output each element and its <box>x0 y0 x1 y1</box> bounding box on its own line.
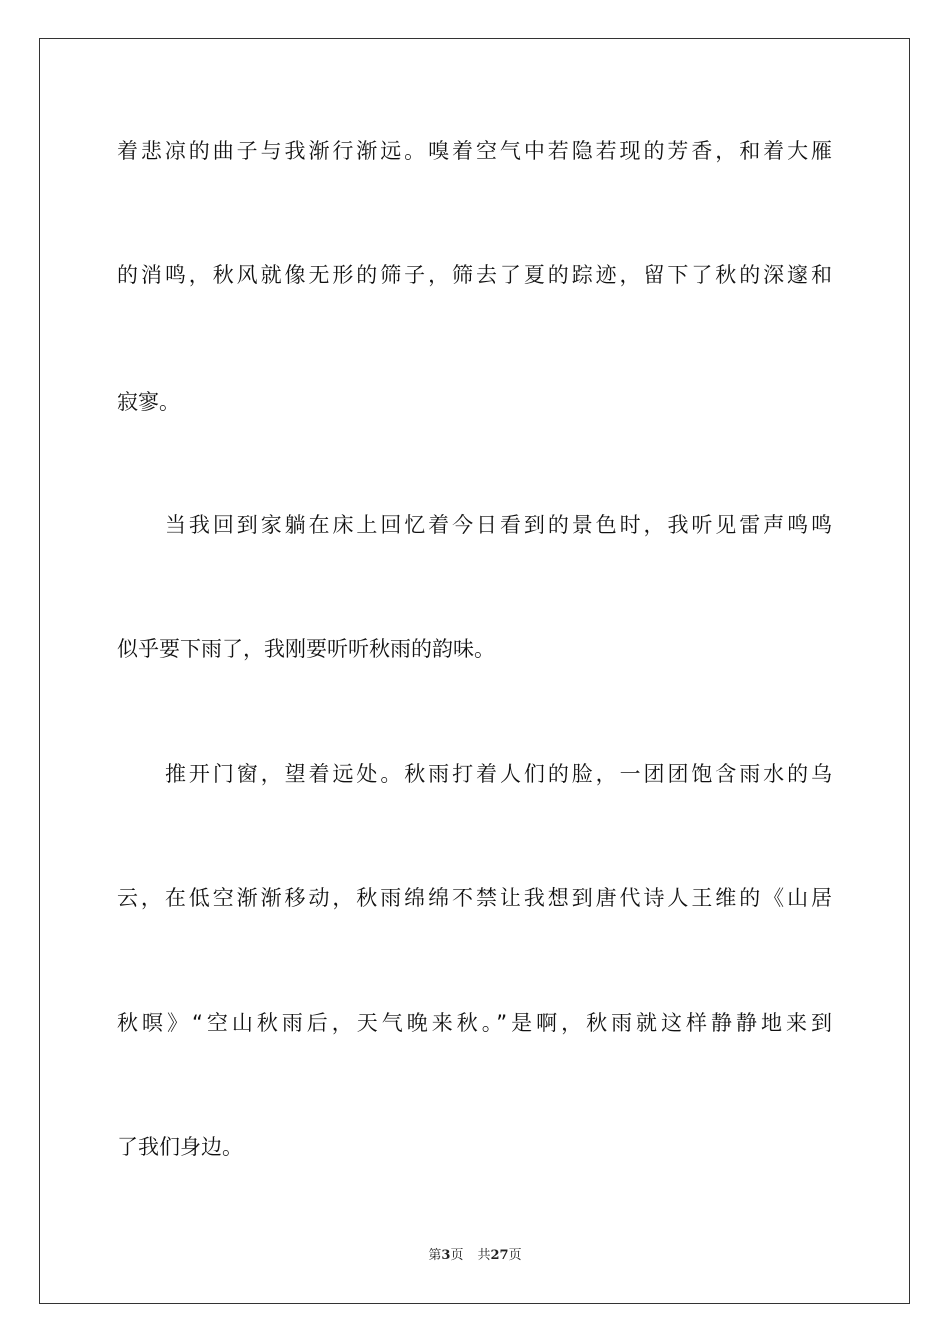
paragraph-line: 推开门窗，望着远处。秋雨打着人们的脸，一团团饱含雨水的乌 <box>165 762 832 786</box>
total-suffix: 页 <box>508 1248 522 1263</box>
paragraph-line: 似乎要下雨了，我刚要听听秋雨的韵味。 <box>117 637 495 661</box>
total-pages: 27 <box>490 1248 509 1263</box>
paragraph-line: 的消鸣，秋风就像无形的筛子，筛去了夏的踪迹，留下了秋的深邃和 <box>117 263 832 287</box>
total-prefix: 共 <box>477 1248 491 1263</box>
page-prefix: 第 <box>428 1248 442 1263</box>
paragraph-line: 了我们身边。 <box>117 1135 243 1159</box>
page-footer <box>0 1247 950 1265</box>
paragraph-line: 云，在低空渐渐移动，秋雨绵绵不禁让我想到唐代诗人王维的《山居 <box>117 886 832 910</box>
paragraph-line: 寂寥。 <box>117 390 180 414</box>
page-number: 3 <box>441 1248 451 1263</box>
paragraph-line: 着悲凉的曲子与我渐行渐远。嗅着空气中若隐若现的芳香，和着大雁 <box>117 139 832 163</box>
page-border <box>39 38 910 1304</box>
paragraph-line: 当我回到家躺在床上回忆着今日看到的景色时，我听见雷声鸣鸣 <box>165 513 832 537</box>
paragraph-line: 秋暝》“空山秋雨后，天气晚来秋。”是啊，秋雨就这样静静地来到 <box>117 1011 832 1035</box>
page-suffix: 页 <box>450 1248 464 1263</box>
